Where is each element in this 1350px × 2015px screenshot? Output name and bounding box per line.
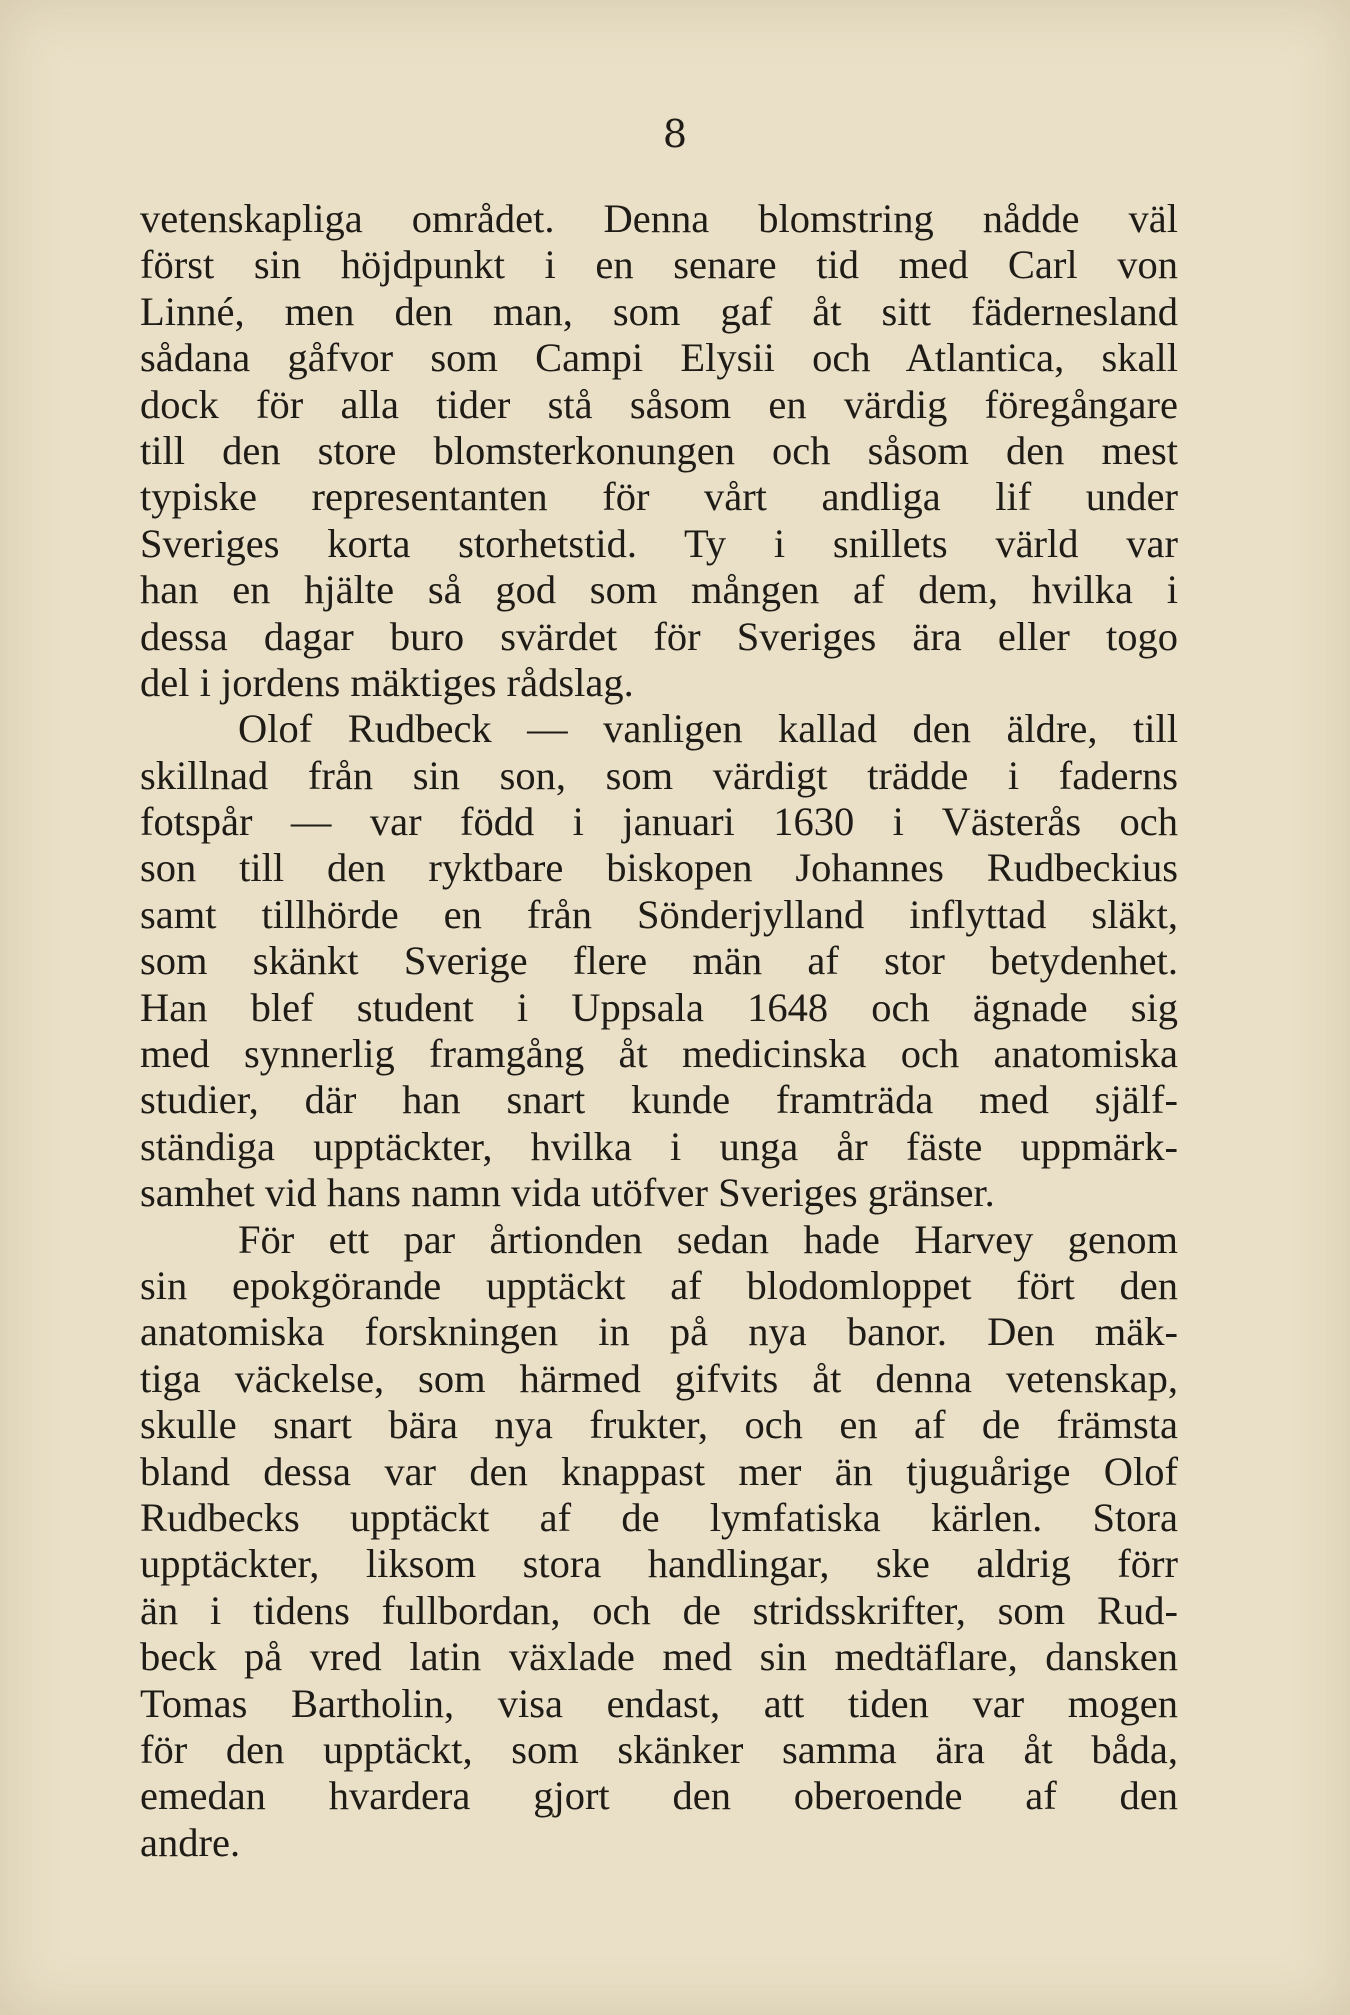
text-line: upptäckter, liksom stora handlingar, ske aldrig förr — [140, 1541, 1178, 1587]
text-line: skulle snart bära nya frukter, och en af de främsta — [140, 1402, 1178, 1448]
text-line: Linné, men den man, som gaf åt sitt fädernesland — [140, 288, 1178, 334]
text-line: med synnerlig framgång åt medicinska och anatomiska — [140, 1031, 1178, 1077]
page-number: 8 — [662, 112, 688, 156]
text-line: skillnad från sin son, som värdigt trädde i faderns — [140, 752, 1178, 798]
text-line: samhet vid hans namn vida utöfver Sveriges gränser. — [140, 1170, 995, 1216]
text-line: dock för alla tider stå såsom en värdig föregångare — [140, 381, 1178, 427]
text-line: han en hjälte så god som mången af dem, hvilka i — [140, 567, 1178, 613]
text-line: fotspår — var född i januari 1630 i Västerås och — [140, 799, 1178, 845]
text-line: emedan hvardera gjort den oberoende af den — [140, 1773, 1178, 1819]
text-line: vetenskapliga området. Denna blomstring nådde väl — [140, 196, 1178, 241]
text-line: sådana gåfvor som Campi Elysii och Atlantica, skall — [140, 335, 1178, 381]
text-line: som skänkt Sverige flere män af stor betydenhet. — [140, 938, 1178, 984]
text-line: Sveriges korta storhetstid. Ty i snillets värld var — [140, 520, 1178, 566]
text-line: tiga väckelse, som härmed gifvits åt denna vetenskap, — [140, 1355, 1178, 1401]
text-line: först sin höjdpunkt i en senare tid med Carl von — [140, 242, 1178, 288]
text-line: För ett par årtionden sedan hade Harvey genom — [238, 1216, 1178, 1262]
text-line: bland dessa var den knappast mer än tjuguårige Olof — [140, 1448, 1178, 1494]
text-line: Tomas Bartholin, visa endast, att tiden var mogen — [140, 1680, 1178, 1726]
body-text — [140, 196, 1178, 1866]
text-line: sin epokgörande upptäckt af blodomloppet fört den — [140, 1262, 1178, 1308]
text-line: än i tidens fullbordan, och de stridsskrifter, som Rud- — [140, 1587, 1178, 1633]
text-line: till den store blomsterkonungen och såsom den mest — [140, 427, 1178, 473]
text-line: dessa dagar buro svärdet för Sveriges ära eller togo — [140, 613, 1178, 659]
text-line: del i jordens mäktiges rådslag. — [140, 659, 634, 705]
text-line: Rudbecks upptäckt af de lymfatiska kärlen. Stora — [140, 1494, 1178, 1540]
text-line: studier, där han snart kunde framträda med själf- — [140, 1077, 1178, 1123]
text-line: andre. — [140, 1819, 241, 1865]
text-line: ständiga upptäckter, hvilka i unga år fäste uppmärk- — [140, 1123, 1178, 1169]
text-line: för den upptäckt, som skänker samma ära åt båda, — [140, 1726, 1178, 1772]
text-line: beck på vred latin växlade med sin medtäflare, dansken — [140, 1634, 1178, 1680]
text-line: Han blef student i Uppsala 1648 och ägnade sig — [140, 984, 1178, 1030]
text-line: Olof Rudbeck — vanligen kallad den äldre, till — [238, 706, 1178, 752]
text-line: son till den ryktbare biskopen Johannes Rudbeckius — [140, 845, 1178, 891]
text-line: anatomiska forskningen in på nya banor. Den mäk- — [140, 1309, 1178, 1355]
text-line: typiske representanten för vårt andliga lif under — [140, 474, 1178, 520]
text-line: samt tillhörde en från Sönderjylland inflyttad släkt, — [140, 891, 1178, 937]
